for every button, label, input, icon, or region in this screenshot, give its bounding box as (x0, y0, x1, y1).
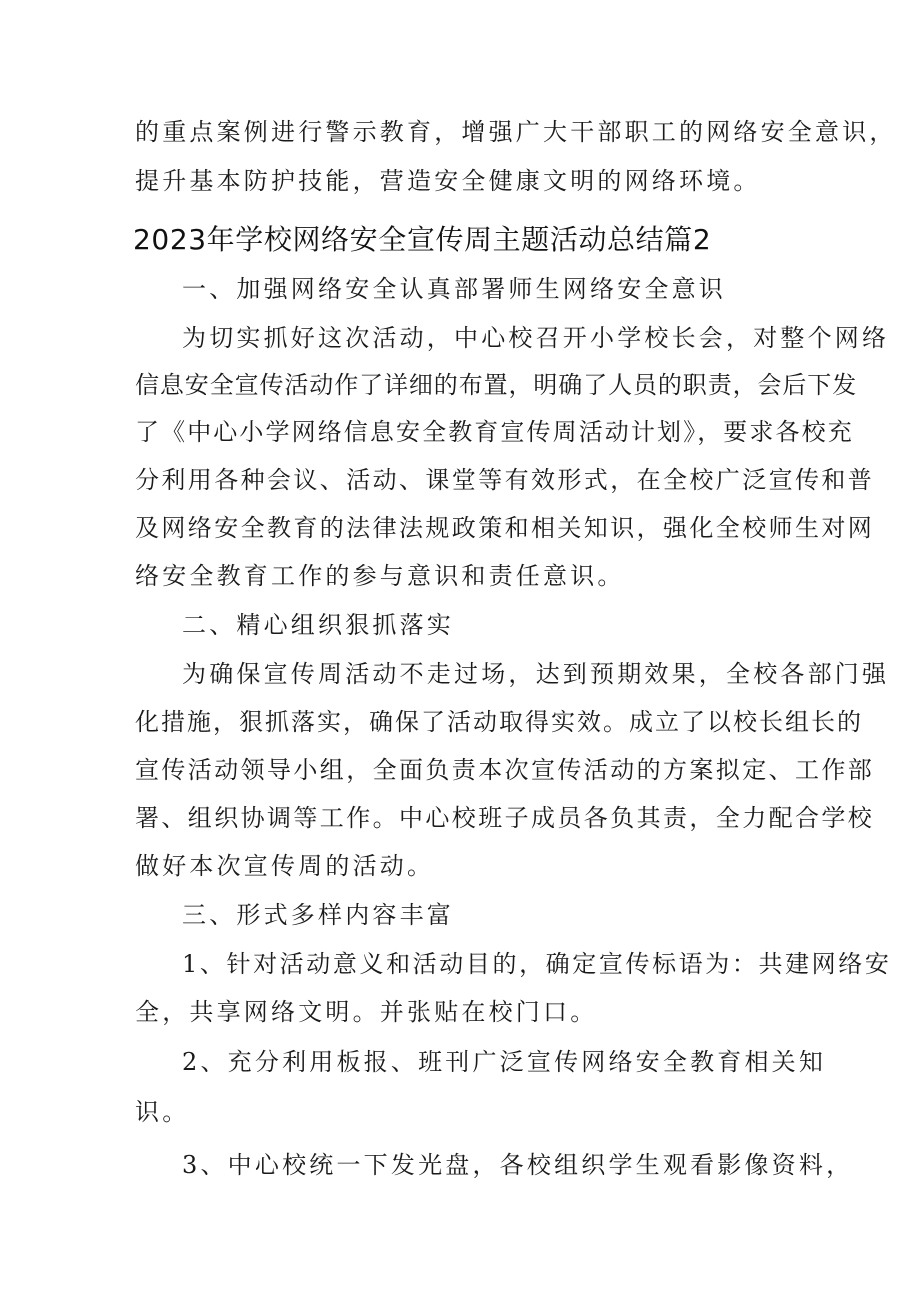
body-text-line: 分利用各种会议、活动、课堂等有效形式，在全校广泛宣传和普 (135, 466, 875, 494)
body-text-line: 信息安全宣传活动作了详细的布置，明确了人员的职责，会后下发 (135, 371, 858, 399)
body-text-line: 提升基本防护技能，营造安全健康文明的网络环境。 (135, 167, 761, 195)
body-text-line: 识。 (135, 1098, 190, 1126)
subheading-line: 二、精心组织狠抓落实 (182, 611, 454, 639)
body-text-line: 2、充分利用板报、班刊广泛宣传网络安全教育相关知 (182, 1048, 827, 1076)
body-text-line: 了《中心小学网络信息安全教育宣传周活动计划》，要求各校充 (135, 418, 854, 446)
body-text-line: 的重点案例进行警示教育，增强广大干部职工的网络安全意识， (135, 118, 897, 146)
body-text-line: 全，共享网络文明。并张贴在校门口。 (135, 998, 598, 1026)
body-text-line: 宣传活动领导小组，全面负责本次宣传活动的方案拟定、工作部 (135, 756, 875, 784)
body-text-line: 为确保宣传周活动不走过场，达到预期效果，全校各部门强 (182, 660, 890, 688)
section-heading: 2023年学校网络安全宣传周主题活动总结篇2 (133, 223, 712, 256)
body-text-line: 署、组织协调等工作。中心校班子成员各负其责，全力配合学校 (135, 804, 875, 832)
body-text-line: 做好本次宣传周的活动。 (135, 852, 435, 880)
subheading-line: 三、形式多样内容丰富 (182, 901, 454, 929)
body-text-line: 络安全教育工作的参与意识和责任意识。 (135, 562, 625, 590)
body-text-line: 3、中心校统一下发光盘，各校组织学生观看影像资料， (182, 1151, 854, 1179)
subheading-line: 一、加强网络安全认真部署师生网络安全意识 (182, 275, 726, 303)
body-text-line: 化措施，狠抓落实，确保了活动取得实效。成立了以校长组长的 (135, 708, 863, 736)
body-text-line: 1、针对活动意义和活动目的，确定宣传标语为：共建网络安 (182, 950, 892, 978)
body-text-line: 及网络安全教育的法律法规政策和相关知识，强化全校师生对网 (135, 514, 875, 542)
body-text-line: 为切实抓好这次活动，中心校召开小学校长会，对整个网络 (182, 324, 890, 352)
